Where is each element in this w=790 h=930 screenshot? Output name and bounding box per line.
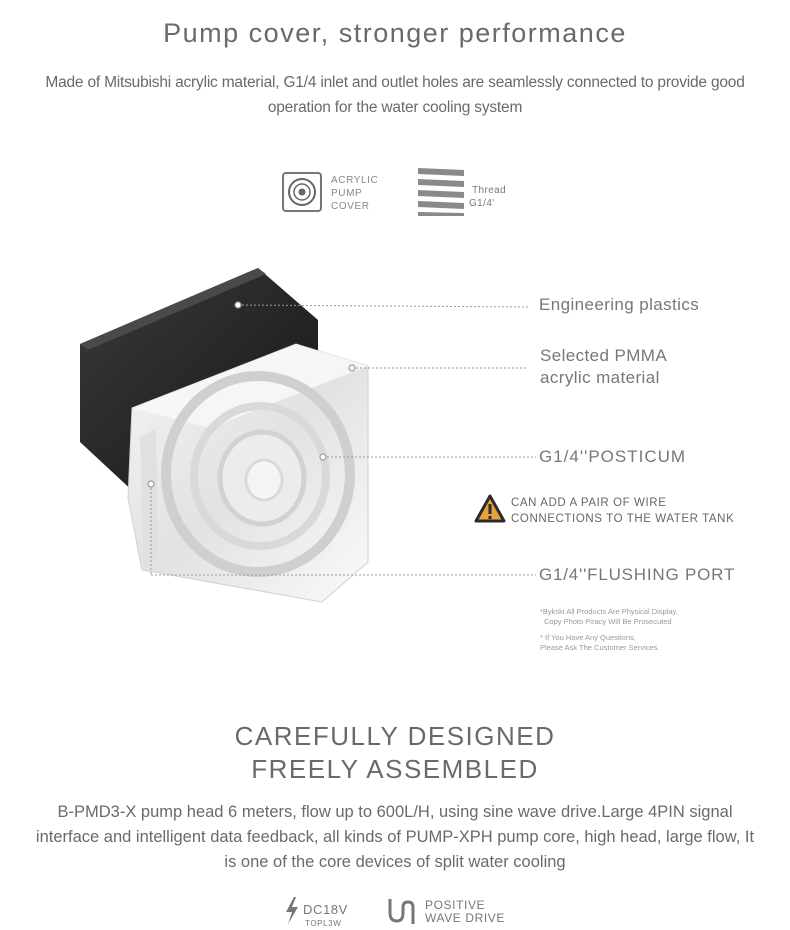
disclaimer-line: * If You Have Any Questions, bbox=[540, 633, 636, 642]
lightning-icon bbox=[284, 897, 300, 924]
acrylic-label-line: COVER bbox=[331, 201, 370, 212]
callout-pmma bbox=[540, 345, 667, 389]
thread-label-line: G1/4' bbox=[469, 198, 495, 209]
disclaimer-line: Copy Photo Piracy Will Be Prosecuted bbox=[544, 617, 672, 626]
callout-posticum: G1/4''POSTICUM bbox=[539, 447, 687, 466]
hero-subtitle: Made of Mitsubishi acrylic material, G1/4 inlet and outlet holes are seamlessly connected to provide good operation for the water cooling system bbox=[45, 74, 745, 116]
disclaimer bbox=[540, 607, 678, 653]
section-title-line: FREELY ASSEMBLED bbox=[251, 754, 539, 784]
section-body: B-PMD3-X pump head 6 meters, flow up to 600L/H, using sine wave drive.Large 4PIN signal interface and intelligent data feedback, all kinds of PUMP-XPH pump core, high head, large flow, It is one of the core devices of split water cooling bbox=[35, 803, 755, 871]
acrylic-label-line: ACRYLIC bbox=[331, 175, 379, 186]
voltage-label: DC18V bbox=[303, 902, 348, 917]
callout-pmma-line: Selected PMMA bbox=[540, 346, 668, 365]
section-title bbox=[0, 720, 790, 786]
callout-engineering-plastics: Engineering plastics bbox=[539, 295, 700, 314]
callout-pmma-line: acrylic material bbox=[540, 368, 660, 387]
warning-text-line: CONNECTIONS TO THE WATER TANK bbox=[511, 513, 735, 525]
wave-drive-line: WAVE DRIVE bbox=[425, 911, 506, 925]
wave-drive-line: POSITIVE bbox=[425, 898, 486, 912]
hero-title: Pump cover, stronger performance bbox=[163, 18, 627, 48]
section-title-line: CAREFULLY DESIGNED bbox=[234, 721, 556, 751]
thread-label-line: Thread bbox=[472, 185, 507, 196]
wave-drive-label bbox=[425, 899, 505, 925]
disclaimer-line: Please Ask The Customer Services. bbox=[540, 643, 660, 652]
acrylic-label-line: PUMP bbox=[331, 188, 363, 199]
voltage-sublabel: TOPL3W bbox=[305, 919, 342, 928]
callout-flushing-port: G1/4''FLUSHING PORT bbox=[539, 565, 736, 584]
warning-text-line: CAN ADD A PAIR OF WIRE bbox=[511, 497, 667, 509]
warning-text bbox=[511, 495, 734, 527]
disclaimer-line: *Bykski All Products Are Physical Display, bbox=[540, 607, 678, 616]
wave-icon bbox=[387, 899, 417, 924]
warning-icon bbox=[474, 494, 506, 524]
